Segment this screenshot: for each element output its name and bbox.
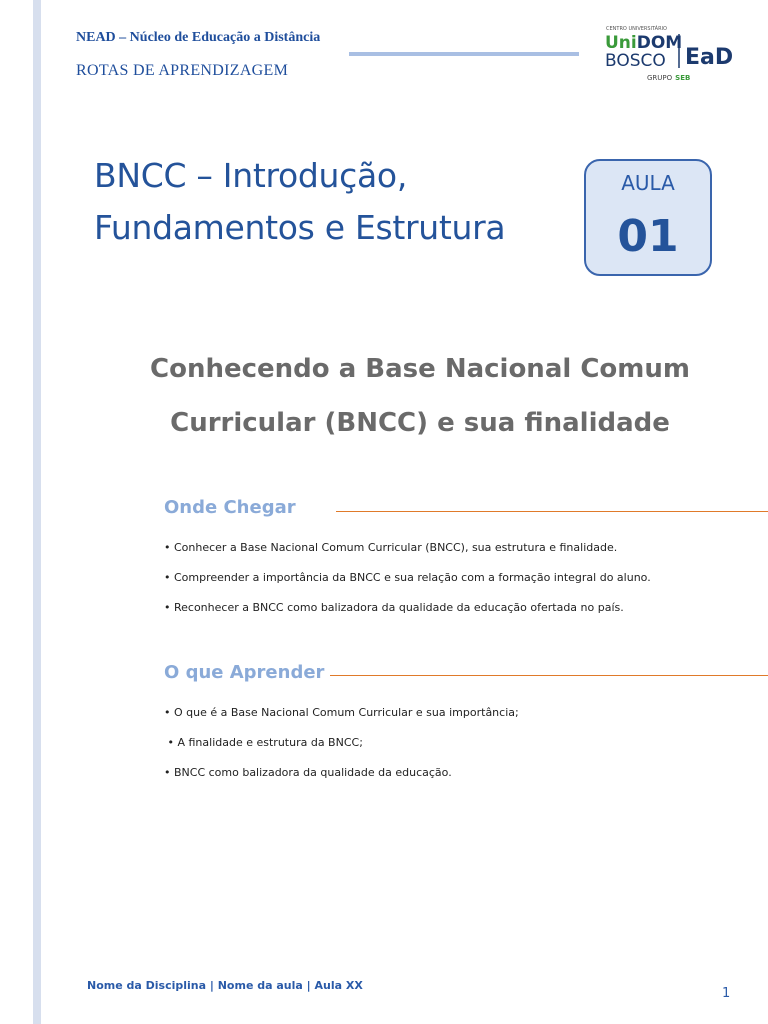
- logo-ead: EaD: [685, 45, 734, 70]
- page-number: 1: [722, 986, 731, 1001]
- unidombosco-ead-logo: [603, 22, 745, 86]
- lesson-title-line-1: BNCC – Introdução,: [94, 156, 408, 195]
- objective-item: • Compreender a importância da BNCC e sua relação com a formação integral do aluno.: [164, 571, 651, 584]
- logo-group-name: SEB: [675, 74, 691, 82]
- section-rule-onde-chegar: [336, 511, 768, 512]
- logo-caption: CENTRO UNIVERSITÁRIO: [606, 26, 667, 32]
- learning-item: • O que é a Base Nacional Comum Curricular e sua importância;: [164, 706, 519, 719]
- logo-group-prefix: GRUPO: [647, 74, 673, 82]
- logo-uni: Uni: [605, 33, 637, 53]
- lesson-subtitle-line-2: Curricular (BNCC) e sua finalidade: [170, 408, 670, 438]
- footer-course-info: Nome da Disciplina | Nome da aula | Aula XX: [87, 979, 363, 992]
- section-rule-o-que-aprender: [330, 675, 768, 676]
- section-heading-o-que-aprender: O que Aprender: [164, 662, 325, 683]
- lesson-subtitle: [100, 342, 740, 450]
- lesson-subtitle-line-1: Conhecendo a Base Nacional Comum: [150, 354, 690, 384]
- logo-dom: DOM: [636, 33, 683, 53]
- objective-item: • Conhecer a Base Nacional Comum Curricular (BNCC), sua estrutura e finalidade.: [164, 541, 618, 554]
- logo-bosco: BOSCO: [605, 51, 666, 71]
- left-margin-rule: [33, 0, 41, 1024]
- lesson-number-badge: [584, 159, 712, 276]
- lesson-title: [94, 150, 574, 254]
- learning-item: • A finalidade e estrutura da BNCC;: [164, 736, 363, 749]
- program-name: ROTAS DE APRENDIZAGEM: [76, 62, 289, 79]
- lesson-badge-label: AULA: [621, 171, 675, 195]
- lesson-badge-number: 01: [617, 211, 679, 262]
- svg-text:UniDOM: [605, 33, 682, 53]
- section-heading-onde-chegar: Onde Chegar: [164, 497, 296, 518]
- lesson-title-line-2: Fundamentos e Estrutura: [94, 208, 506, 247]
- learning-item: • BNCC como balizadora da qualidade da educação.: [164, 766, 452, 779]
- institution-name: NEAD – Núcleo de Educação a Distância: [76, 30, 321, 45]
- header-divider: [349, 52, 579, 56]
- objective-item: • Reconhecer a BNCC como balizadora da qualidade da educação ofertada no país.: [164, 601, 624, 614]
- svg-text:GRUPOSEB: [647, 74, 690, 82]
